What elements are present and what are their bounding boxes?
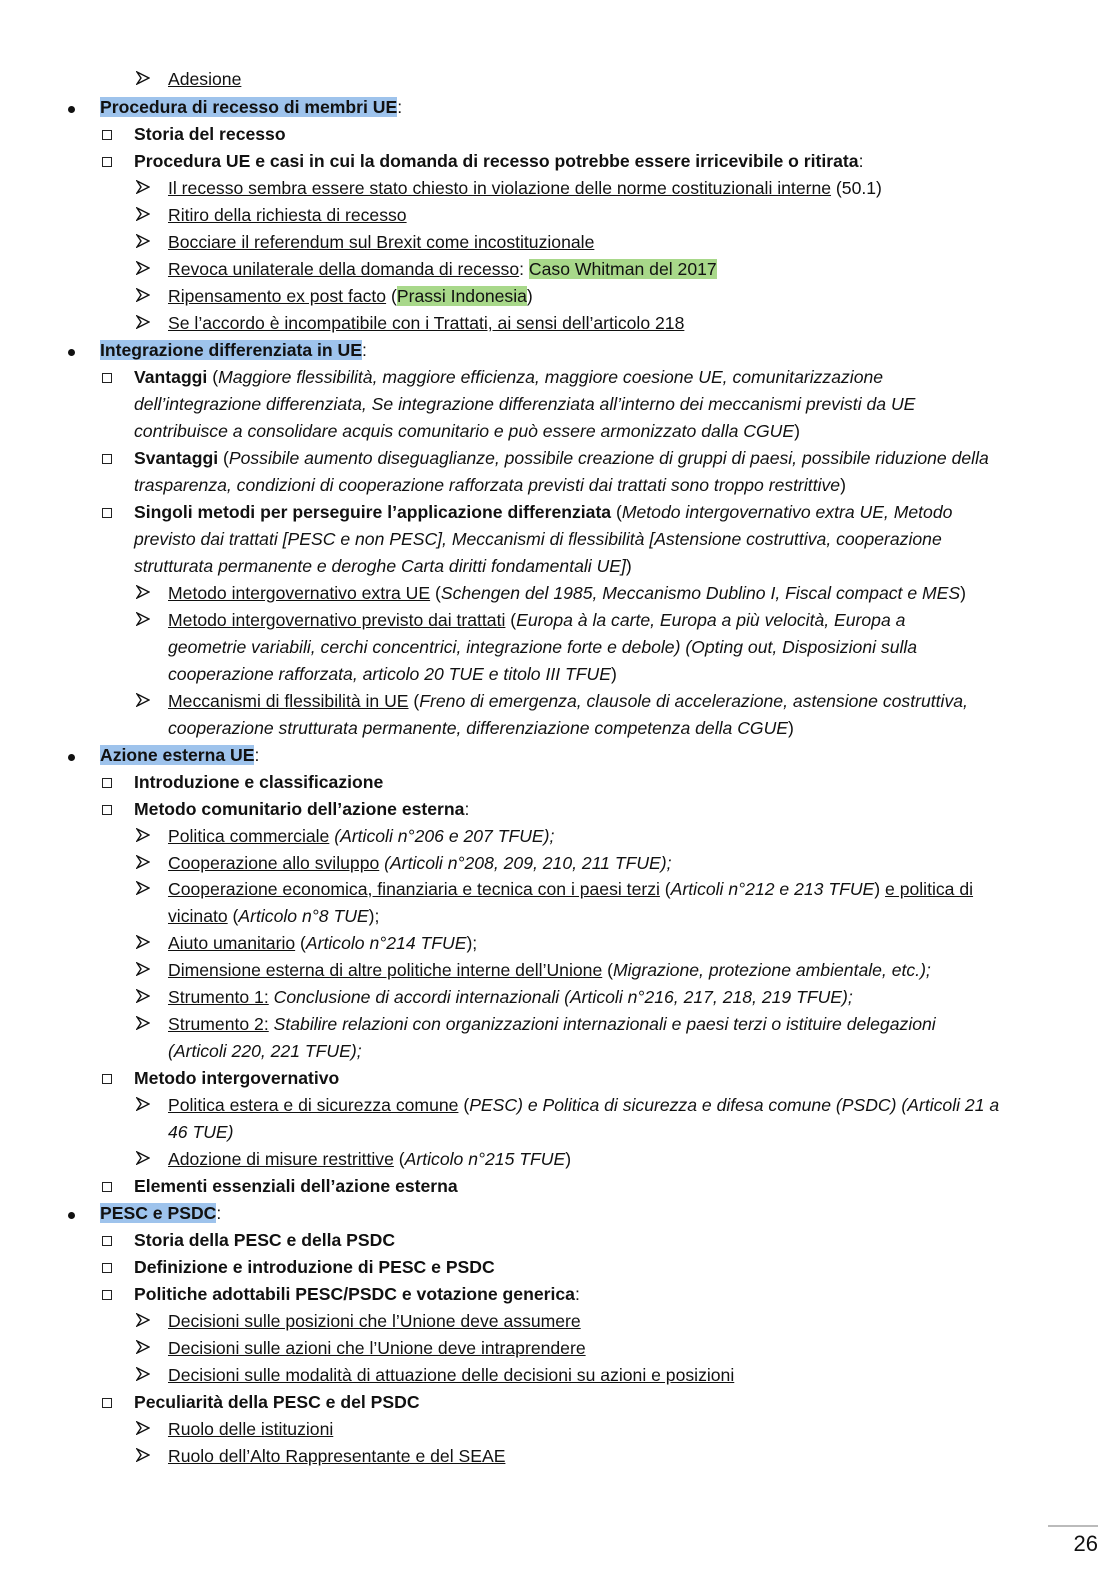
list-item: Svantaggi (Possibile aumento diseguaglianze, possibile creazione di gruppi di paesi, possibile riduzione della [134, 448, 989, 468]
list-item: Peculiarità della PESC e del PSDC [134, 1392, 420, 1412]
list-item: Revoca unilaterale della domanda di recesso: Caso Whitman del 2017 [168, 259, 717, 279]
square-bullet-icon [102, 1254, 112, 1281]
list-item: Ruolo delle istituzioni [168, 1419, 334, 1439]
arrow-bullet-icon [136, 850, 150, 877]
arrow-bullet-icon [136, 229, 150, 256]
list-item-continuation: strutturata permanente e deroghe Carta diritti fondamentali UE]) [134, 556, 632, 576]
list-item: Metodo intergovernativo previsto dai trattati (Europa à la carte, Europa a più velocità, Europa a [168, 610, 906, 630]
arrow-bullet-icon [136, 1362, 150, 1389]
square-bullet-icon [102, 1173, 112, 1200]
arrow-bullet-icon [136, 1443, 150, 1470]
square-bullet-icon [102, 148, 112, 175]
list-item-continuation: previsto dai trattati [PESC e non PESC], Meccanismi di flessibilità [Astensione costruttiva, cooperazione [134, 529, 942, 549]
arrow-bullet-icon [136, 256, 150, 283]
square-bullet-icon [102, 1227, 112, 1254]
arrow-bullet-icon [136, 984, 150, 1011]
list-item: Cooperazione allo sviluppo (Articoli n°208, 209, 210, 211 TFUE); [168, 853, 672, 873]
list-item: Decisioni sulle azioni che l’Unione deve intraprendere [168, 1338, 586, 1358]
list-item: Strumento 1: Conclusione di accordi internazionali (Articoli n°216, 217, 218, 219 TFUE); [168, 987, 853, 1007]
square-bullet-icon [102, 796, 112, 823]
list-item: Politica commerciale (Articoli n°206 e 207 TFUE); [168, 826, 555, 846]
arrow-bullet-icon [136, 823, 150, 850]
square-bullet-icon [102, 364, 112, 391]
list-item: Cooperazione economica, finanziaria e tecnica con i paesi terzi (Articoli n°212 e 213 TFUE) e politica di [168, 879, 974, 899]
list-item-continuation: 46 TUE) [168, 1122, 234, 1142]
list-item-continuation: vicinato (Articolo n°8 TUE); [168, 906, 380, 926]
section-heading: Integrazione differenziata in UE: [100, 340, 367, 360]
list-item: Adozione di misure restrittive (Articolo n°215 TFUE) [168, 1149, 572, 1169]
bullet-dot-icon [68, 337, 75, 364]
list-item: Storia della PESC e della PSDC [134, 1230, 396, 1250]
list-item: Strumento 2: Stabilire relazioni con organizzazioni internazionali e paesi terzi o istituire delegazioni [168, 1014, 936, 1034]
arrow-bullet-icon [136, 1308, 150, 1335]
list-item: Bocciare il referendum sul Brexit come incostituzionale [168, 232, 595, 252]
list-item: Storia del recesso [134, 124, 286, 144]
page-number: 26 [1048, 1525, 1098, 1557]
arrow-bullet-icon [136, 1011, 150, 1038]
arrow-bullet-icon [136, 876, 150, 903]
bullet-dot-icon [68, 1200, 75, 1227]
list-item: Politiche adottabili PESC/PSDC e votazione generica: [134, 1284, 580, 1304]
square-bullet-icon [102, 1065, 112, 1092]
list-item: Decisioni sulle posizioni che l’Unione deve assumere [168, 1311, 581, 1331]
list-item: Se l’accordo è incompatibile con i Trattati, ai sensi dell’articolo 218 [168, 313, 685, 333]
list-item: Metodo intergovernativo extra UE (Schengen del 1985, Meccanismo Dublino I, Fiscal compact e MES) [168, 583, 966, 603]
arrow-bullet-icon [136, 202, 150, 229]
bullet-dot-icon [68, 742, 75, 769]
list-item: Procedura UE e casi in cui la domanda di recesso potrebbe essere irricevibile o ritirata: [134, 151, 864, 171]
list-item-continuation: contribuisce a consolidare acquis comunitario e può essere armonizzato dalla CGUE) [134, 421, 800, 441]
square-bullet-icon [102, 769, 112, 796]
arrow-bullet-icon [136, 688, 150, 715]
list-item: Il recesso sembra essere stato chiesto in violazione delle norme costituzionali interne (50.1) [168, 178, 882, 198]
arrow-bullet-icon [136, 310, 150, 337]
arrow-bullet-icon [136, 957, 150, 984]
arrow-bullet-icon [136, 930, 150, 957]
list-item: Adesione [168, 69, 242, 89]
list-item: Singoli metodi per perseguire l’applicazione differenziata (Metodo intergovernativo extra UE, Metodo [134, 502, 953, 522]
list-item: Decisioni sulle modalità di attuazione delle decisioni su azioni e posizioni [168, 1365, 735, 1385]
arrow-bullet-icon [136, 175, 150, 202]
list-item-continuation: trasparenza, condizioni di cooperazione rafforzata previsti dai trattati sono troppo restrittive) [134, 475, 846, 495]
bullet-dot-icon [68, 94, 75, 121]
arrow-bullet-icon [136, 66, 150, 93]
list-item: Introduzione e classificazione [134, 772, 384, 792]
arrow-bullet-icon [136, 1416, 150, 1443]
square-bullet-icon [102, 499, 112, 526]
list-item-continuation: dell’integrazione differenziata, Se integrazione differenziata all’interno dei meccanismi previsti da UE [134, 394, 916, 414]
section-heading: Procedura di recesso di membri UE: [100, 97, 403, 117]
list-item: Meccanismi di flessibilità in UE (Freno di emergenza, clausole di accelerazione, astensione costruttiva, [168, 691, 968, 711]
arrow-bullet-icon [136, 1146, 150, 1173]
list-item-continuation: cooperazione strutturata permanente, differenziazione competenza della CGUE) [168, 718, 794, 738]
list-item: Politica estera e di sicurezza comune (PESC) e Politica di sicurezza e difesa comune (PSDC) (Articoli 21 a [168, 1095, 1000, 1115]
square-bullet-icon [102, 1389, 112, 1416]
list-item-continuation: geometrie variabili, cerchi concentrici, integrazione forte e debole) (Opting out, Disposizioni sulla [168, 637, 918, 657]
list-item: Ripensamento ex post facto (Prassi Indonesia) [168, 286, 533, 306]
arrow-bullet-icon [136, 580, 150, 607]
list-item: Aiuto umanitario (Articolo n°214 TFUE); [168, 933, 478, 953]
list-item-continuation: cooperazione rafforzata, articolo 20 TUE e titolo III TFUE) [168, 664, 617, 684]
arrow-bullet-icon [136, 607, 150, 634]
arrow-bullet-icon [136, 1092, 150, 1119]
list-item: Metodo comunitario dell’azione esterna: [134, 799, 470, 819]
list-item: Ruolo dell’Alto Rappresentante e del SEAE [168, 1446, 506, 1466]
square-bullet-icon [102, 1281, 112, 1308]
list-item: Definizione e introduzione di PESC e PSDC [134, 1257, 495, 1277]
square-bullet-icon [102, 445, 112, 472]
list-item-continuation: (Articoli 220, 221 TFUE); [168, 1041, 362, 1061]
list-item: Metodo intergovernativo [134, 1068, 340, 1088]
list-item: Dimensione esterna di altre politiche interne dell’Unione (Migrazione, protezione ambientale, etc.); [168, 960, 931, 980]
arrow-bullet-icon [136, 283, 150, 310]
list-item: Ritiro della richiesta di recesso [168, 205, 407, 225]
list-item: Vantaggi (Maggiore flessibilità, maggiore efficienza, maggiore coesione UE, comunitarizzazione [134, 367, 884, 387]
arrow-bullet-icon [136, 1335, 150, 1362]
section-heading: PESC e PSDC: [100, 1203, 222, 1223]
square-bullet-icon [102, 121, 112, 148]
list-item: Elementi essenziali dell’azione esterna [134, 1176, 458, 1196]
section-heading: Azione esterna UE: [100, 745, 260, 765]
